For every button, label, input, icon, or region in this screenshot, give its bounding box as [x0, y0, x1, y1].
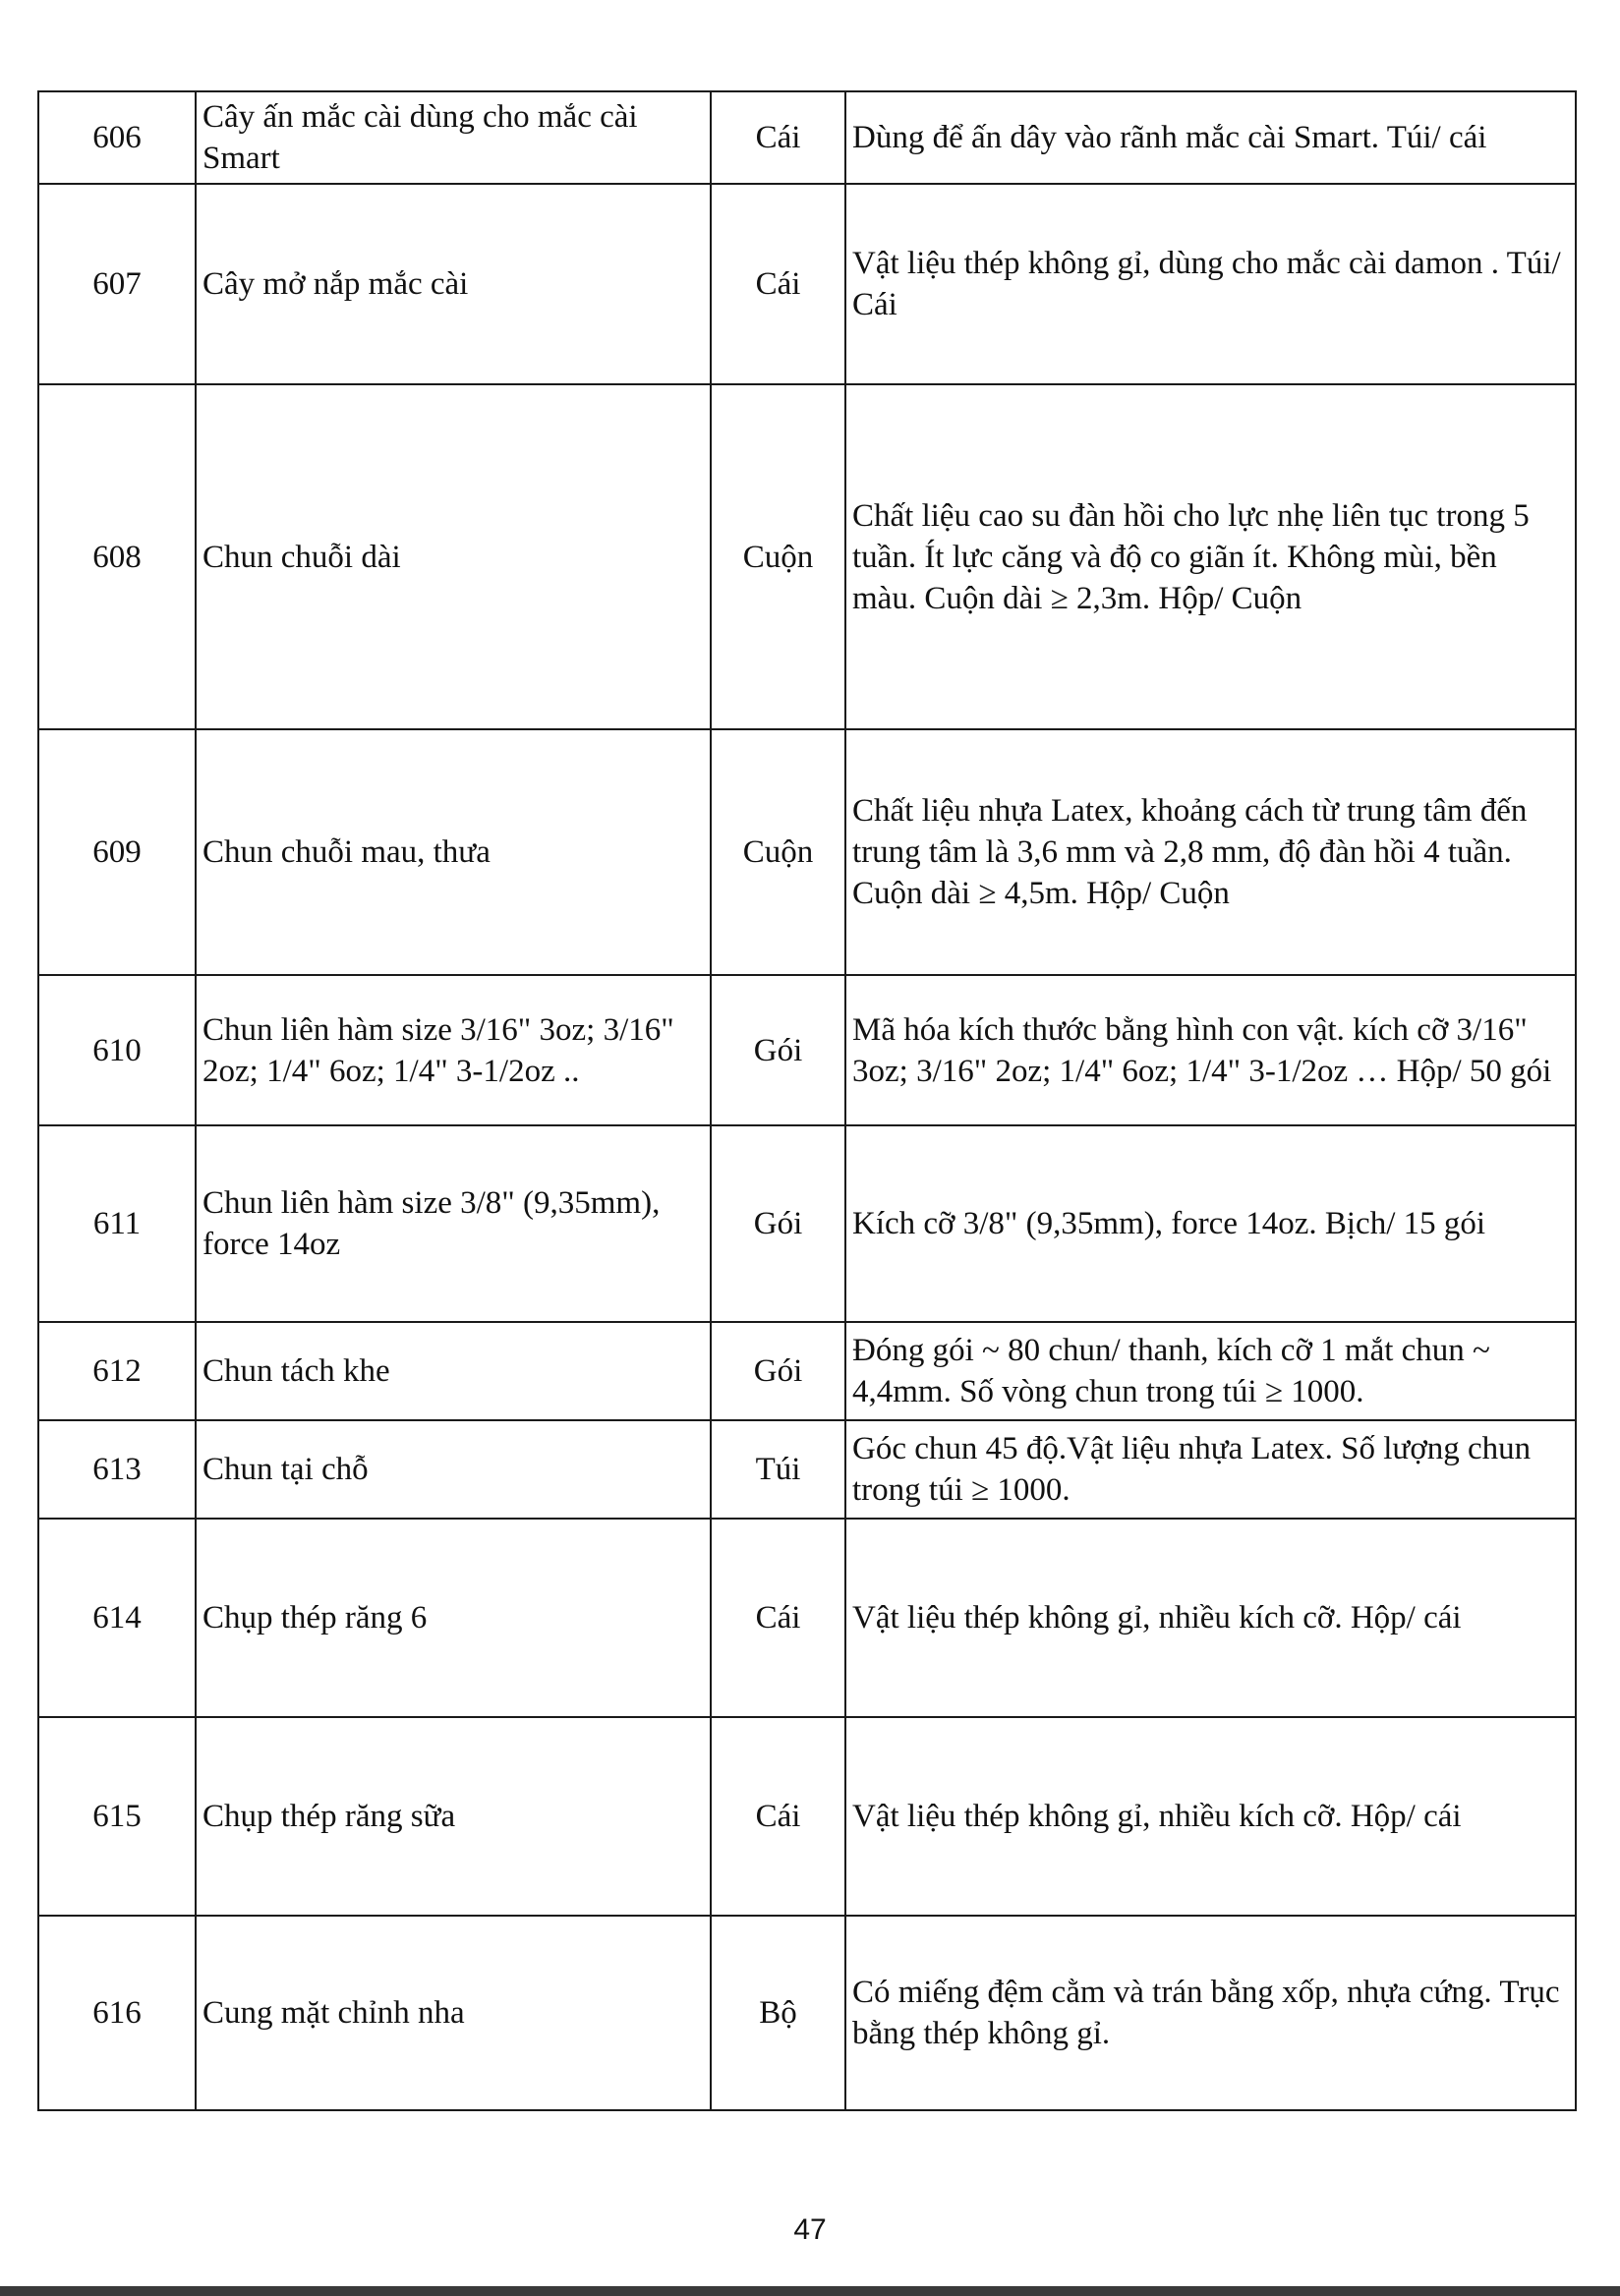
item-description: Kích cỡ 3/8" (9,35mm), force 14oz. Bịch/ 15 gói: [845, 1125, 1576, 1322]
item-number: 610: [38, 975, 196, 1125]
item-unit: Cuộn: [711, 384, 845, 729]
item-number: 615: [38, 1717, 196, 1916]
item-number: 614: [38, 1519, 196, 1717]
item-description: Chất liệu nhựa Latex, khoảng cách từ trung tâm đến trung tâm là 3,6 mm và 2,8 mm, độ đàn hồi 4 tuần. Cuộn dài ≥ 4,5m. Hộp/ Cuộn: [845, 729, 1576, 975]
item-description: Đóng gói ~ 80 chun/ thanh, kích cỡ 1 mắt chun ~ 4,4mm. Số vòng chun trong túi ≥ 1000.: [845, 1322, 1576, 1420]
item-unit: Cái: [711, 1717, 845, 1916]
table-row: [38, 184, 1576, 384]
item-description: Vật liệu thép không gỉ, nhiều kích cỡ. Hộp/ cái: [845, 1519, 1576, 1717]
item-number: 616: [38, 1916, 196, 2110]
table-row: [38, 975, 1576, 1125]
item-number: 612: [38, 1322, 196, 1420]
table-row: [38, 1717, 1576, 1916]
item-name: Chun chuỗi dài: [196, 384, 711, 729]
table-row: [38, 1916, 1576, 2110]
item-unit: Cái: [711, 1519, 845, 1717]
item-description: Vật liệu thép không gỉ, dùng cho mắc cài damon . Túi/ Cái: [845, 184, 1576, 384]
item-unit: Gói: [711, 1125, 845, 1322]
table-row: [38, 91, 1576, 184]
item-number: 611: [38, 1125, 196, 1322]
item-unit: Gói: [711, 975, 845, 1125]
item-unit: Cái: [711, 91, 845, 184]
item-description: Vật liệu thép không gỉ, nhiều kích cỡ. Hộp/ cái: [845, 1717, 1576, 1916]
item-name: Cây ấn mắc cài dùng cho mắc cài Smart: [196, 91, 711, 184]
item-name: Chun liên hàm size 3/16" 3oz; 3/16" 2oz; 1/4" 6oz; 1/4" 3-1/2oz ..: [196, 975, 711, 1125]
item-description: Góc chun 45 độ.Vật liệu nhựa Latex. Số lượng chun trong túi ≥ 1000.: [845, 1420, 1576, 1519]
table-row: [38, 1420, 1576, 1519]
item-name: Chun chuỗi mau, thưa: [196, 729, 711, 975]
item-name: Chun liên hàm size 3/8" (9,35mm), force 14oz: [196, 1125, 711, 1322]
item-description: Chất liệu cao su đàn hồi cho lực nhẹ liên tục trong 5 tuần. Ít lực căng và độ co giãn ít. Không mùi, bền màu. Cuộn dài ≥ 2,3m. Hộp/ Cuộn: [845, 384, 1576, 729]
table-row: [38, 729, 1576, 975]
table-row: [38, 384, 1576, 729]
item-unit: Cuộn: [711, 729, 845, 975]
item-unit: Túi: [711, 1420, 845, 1519]
page-number: 47: [793, 2213, 827, 2246]
table-row: [38, 1519, 1576, 1717]
item-unit: Bộ: [711, 1916, 845, 2110]
item-unit: Cái: [711, 184, 845, 384]
item-name: Chụp thép răng 6: [196, 1519, 711, 1717]
item-name: Cung mặt chỉnh nha: [196, 1916, 711, 2110]
item-name: Chun tại chỗ: [196, 1420, 711, 1519]
item-description: Có miếng đệm cằm và trán bằng xốp, nhựa cứng. Trục bằng thép không gỉ.: [845, 1916, 1576, 2110]
item-name: Chun tách khe: [196, 1322, 711, 1420]
item-name: Chụp thép răng sữa: [196, 1717, 711, 1916]
table-row: [38, 1322, 1576, 1420]
item-number: 613: [38, 1420, 196, 1519]
scan-edge-bar: [0, 2286, 1620, 2296]
item-name: Cây mở nắp mắc cài: [196, 184, 711, 384]
item-description: Dùng để ấn dây vào rãnh mắc cài Smart. Túi/ cái: [845, 91, 1576, 184]
item-description: Mã hóa kích thước bằng hình con vật. kích cỡ 3/16" 3oz; 3/16" 2oz; 1/4" 6oz; 1/4" 3-1/2oz … Hộp/ 50 gói: [845, 975, 1576, 1125]
item-number: 608: [38, 384, 196, 729]
table-row: [38, 1125, 1576, 1322]
item-number: 609: [38, 729, 196, 975]
product-spec-table: [37, 90, 1577, 2111]
item-number: 606: [38, 91, 196, 184]
item-unit: Gói: [711, 1322, 845, 1420]
item-number: 607: [38, 184, 196, 384]
